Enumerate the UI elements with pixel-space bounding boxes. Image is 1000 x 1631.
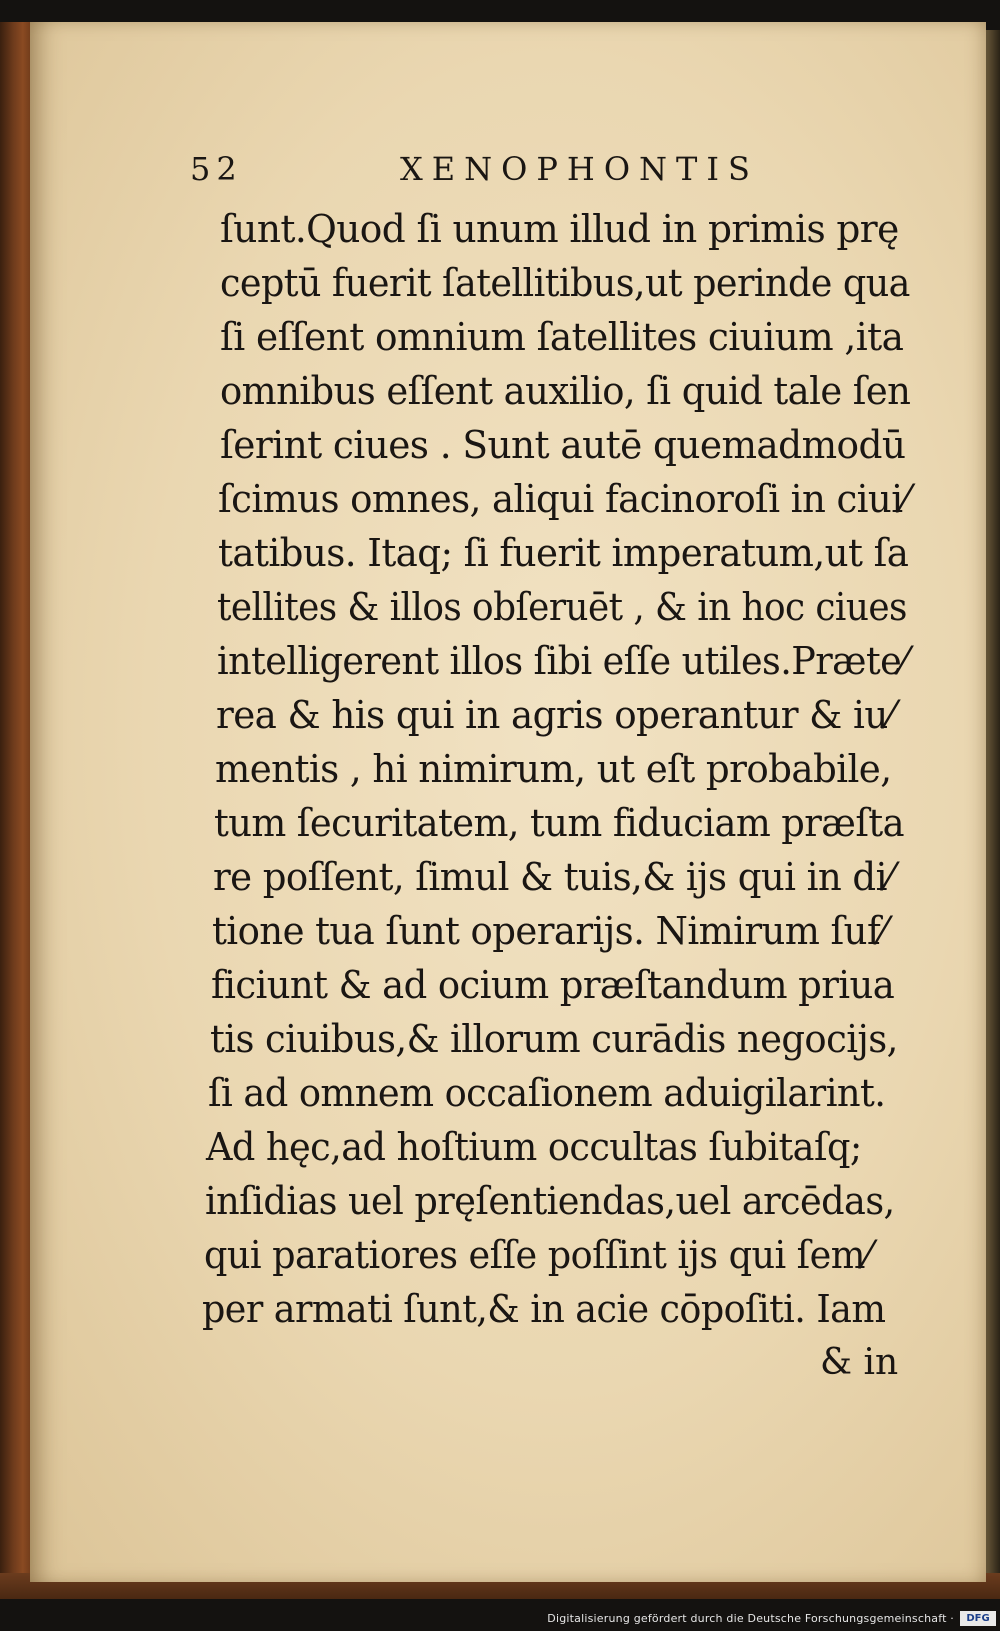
catchword: & in (820, 1342, 899, 1383)
text-line: ſi ad omnem occaſionem aduigilarint. (208, 1071, 886, 1115)
body-text (202, 202, 920, 1336)
text-line: per armati ſunt,& in acie cōpoſiti. Iam (202, 1287, 886, 1331)
text-line: tatibus. Itaq; ſi fuerit imperatum,ut ſa (218, 531, 909, 575)
text-line: ſcimus omnes, aliqui facinoroſi in ciui⁄ (218, 477, 909, 521)
text-line: Ad hęc,ad hoſtium occultas ſubitaſq; (206, 1125, 862, 1169)
digitization-credit: Digitalisierung gefördert durch die Deutsche Forschungsgemeinschaft · (547, 1612, 954, 1625)
text-block (190, 150, 920, 1336)
text-line: tis ciuibus,& illorum curādis negocijs, (210, 1017, 898, 1061)
text-line: omnibus eſſent auxilio, ſi quid tale ſen (220, 369, 911, 413)
text-line: ſerint ciues . Sunt autē quemadmodū (220, 423, 906, 467)
text-line: rea & his qui in agris operantur & iu⁄ (216, 693, 894, 737)
book-page (30, 22, 986, 1582)
text-line: ceptū fuerit ſatellitibus,ut perinde qua (220, 261, 910, 305)
running-title: XENOPHONTIS (400, 150, 759, 188)
text-line: tum ſecuritatem, tum fiduciam præſta (214, 801, 904, 845)
text-line: inſidias uel pręſentiendas,uel arcēdas, (205, 1179, 895, 1223)
text-line: ſunt.Quod ſi unum illud in primis prę (220, 207, 899, 251)
text-line: tellites & illos obſeruēt , & in hoc ciues (217, 585, 907, 629)
text-line: ſi eſſent omnium ſatellites ciuium ,ita (220, 315, 904, 359)
text-line: qui paratiores eſſe poſſint ijs qui ſem⁄ (204, 1233, 871, 1277)
page-number: 52 (190, 150, 243, 188)
text-line: re poſſent, ſimul & tuis,& ijs qui in di⁄ (213, 855, 893, 899)
dfg-logo: DFG (960, 1611, 996, 1626)
text-line: ficiunt & ad ocium præſtandum priua (211, 963, 895, 1007)
text-line: tione tua ſunt operarijs. Nimirum ſuf⁄ (212, 909, 886, 953)
text-line: intelligerent illos ſibi eſſe utiles.Præte⁄ (217, 639, 907, 683)
text-line: mentis , hi nimirum, ut eſt probabile, (215, 747, 892, 791)
running-head (190, 150, 920, 202)
